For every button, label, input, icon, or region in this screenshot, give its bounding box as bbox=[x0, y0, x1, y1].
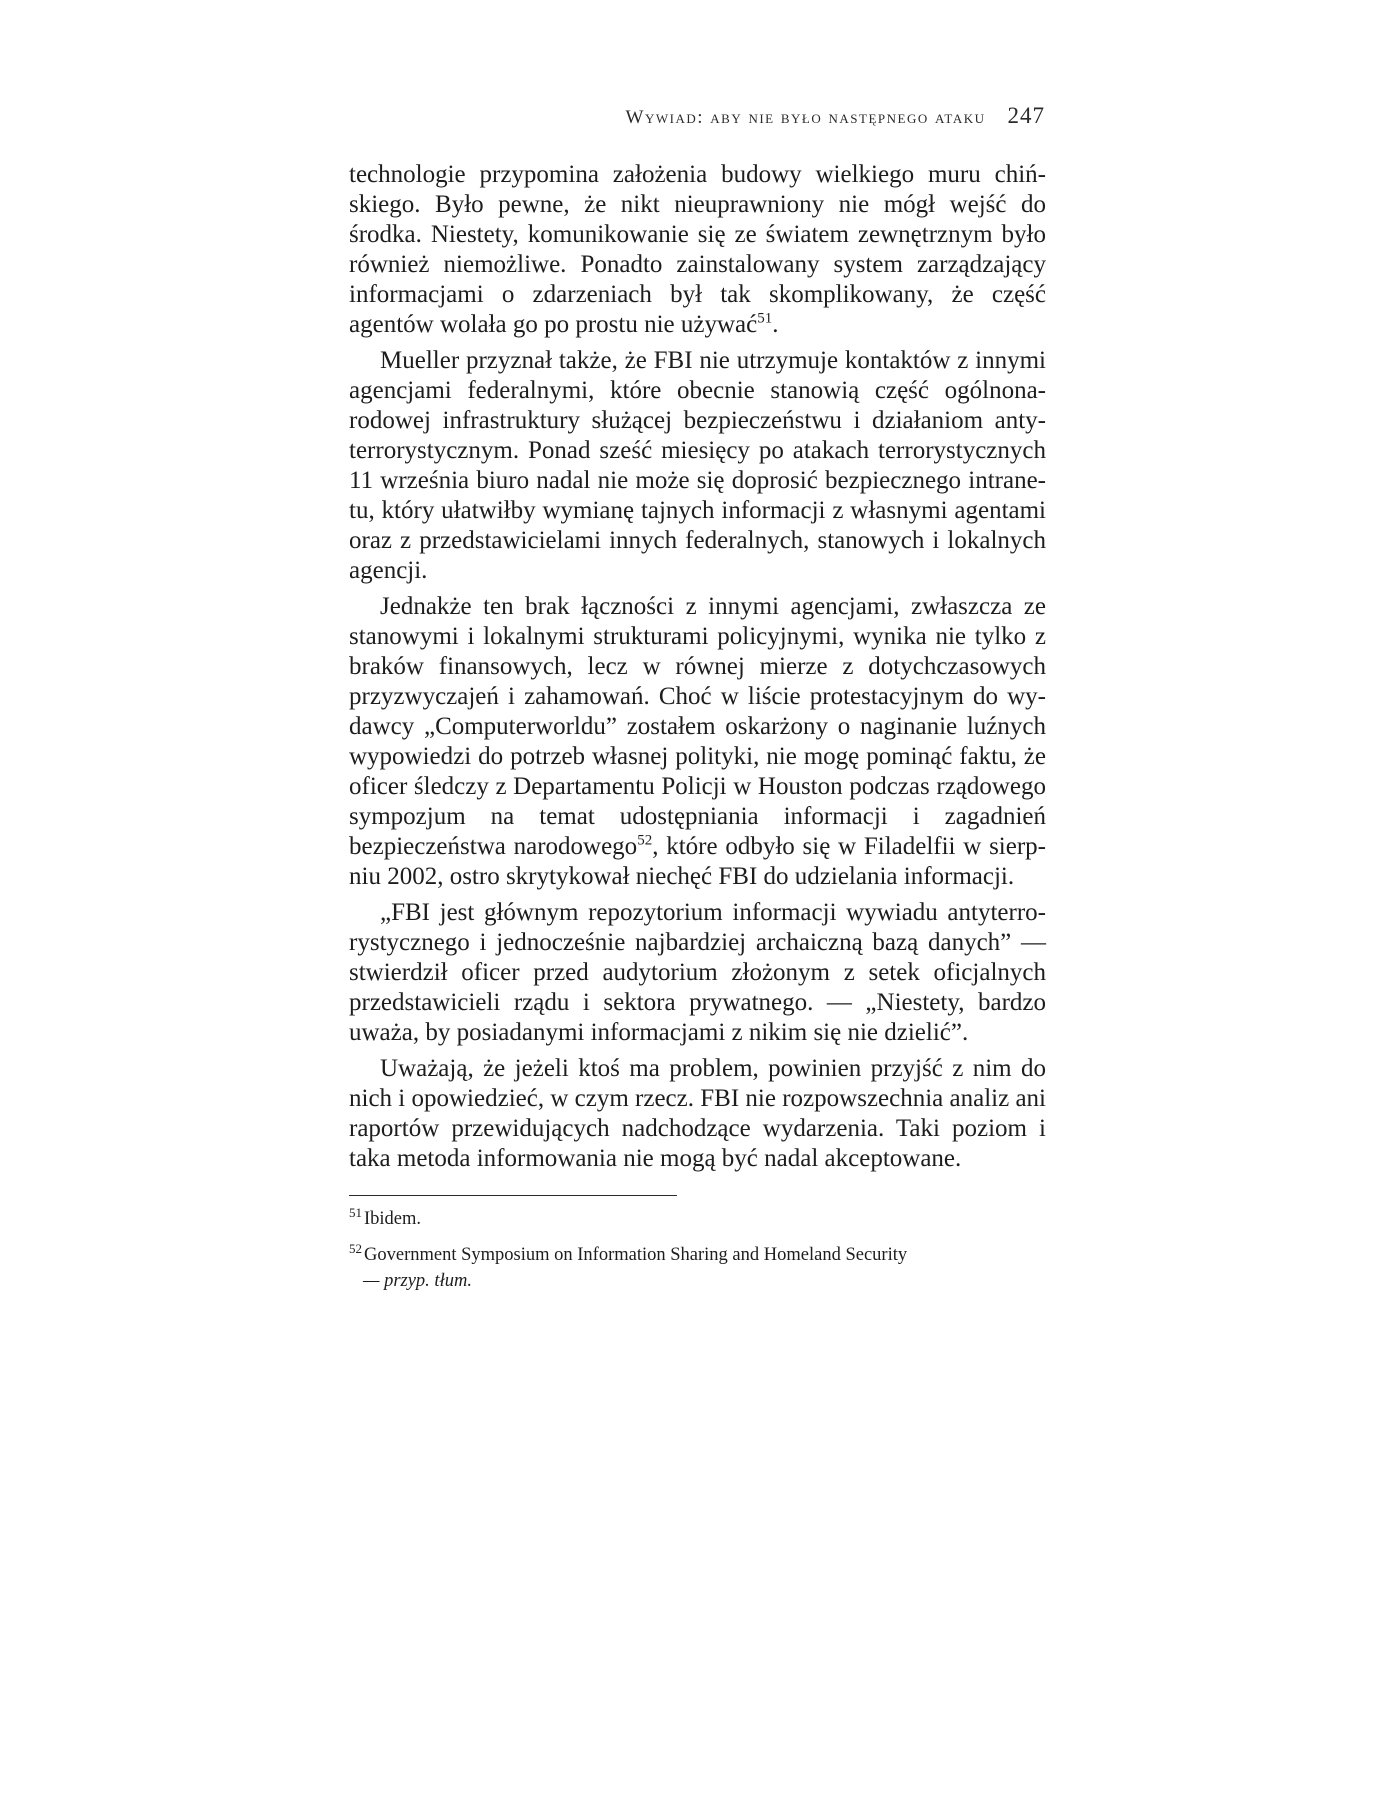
page-number: 247 bbox=[1007, 103, 1045, 128]
paragraph-3-tail: , które odbyło się w Filadelfii w sierpniu 2002, ostro skrytykował niechęć FBI do udzielania informacji. bbox=[349, 833, 1046, 890]
body-text bbox=[349, 160, 1046, 1180]
footnote-52 bbox=[349, 1242, 1046, 1294]
paragraph-4-text: „FBI jest głównym repozytorium informacji wywiadu antyterrorystycznego i jednocześnie najbardziej archaiczną bazą danych” — stwierdził oficer przed audytorium złożonym z setek oficjalnych przedstawicieli rządu i sektora prywatnego. — „Niestety, bardzo uważa, by posiadanymi informacjami z nikim się nie dzielić”. bbox=[349, 899, 1046, 1046]
footnote-mark: 52 bbox=[349, 1240, 362, 1256]
paragraph-1-tail: . bbox=[772, 311, 779, 338]
paragraph-1 bbox=[349, 160, 1046, 340]
running-header bbox=[350, 103, 1045, 129]
footnote-mark: 51 bbox=[349, 1204, 362, 1220]
footnotes bbox=[349, 1206, 1046, 1304]
footnote-51 bbox=[349, 1206, 1046, 1232]
paragraph-5-text: Uważają, że jeżeli ktoś ma problem, powinien przyjść z nim do nich i opowiedzieć, w czym rzecz. FBI nie rozpowszechnia analiz ani raportów przewidujących nadchodzące wydarzenia. Taki poziom i taka metoda informowania nie mogą być nadal akceptowane. bbox=[349, 1055, 1046, 1172]
paragraph-3 bbox=[349, 592, 1046, 892]
paragraph-2-text: Mueller przyznał także, że FBI nie utrzymuje kontaktów z innymi agencjami federalnymi, które obecnie stanowią część ogólnonarodowej infrastruktury służącej bezpieczeństwu i działaniom antyterrorystycznym. Ponad sześć miesięcy po atakach terrorystycznych 11 września biuro nadal nie może się doprosić bezpiecznego intranetu, który ułatwiłby wymianę tajnych informacji z własnymi agentami oraz z przedstawicielami innych federalnych, stanowych i lokalnych agencji. bbox=[349, 347, 1046, 584]
paragraph-5 bbox=[349, 1054, 1046, 1174]
footnote-translator-note: — przyp. tłum. bbox=[363, 1271, 472, 1291]
footnote-ref-51: 51 bbox=[757, 310, 773, 327]
footnote-text: Government Symposium on Information Sharing and Homeland Security bbox=[364, 1245, 908, 1265]
running-title: Wywiad: aby nie było następnego ataku bbox=[625, 107, 986, 128]
footnote-divider bbox=[349, 1195, 677, 1196]
paragraph-1-text: technologie przypomina założenia budowy wielkiego muru chińskiego. Było pewne, że nikt nieuprawniony nie mógł wejść do środka. Niestety, komunikowanie się ze światem zewnętrznym było również niemożliwe. Ponadto zainstalowany system zarządzający informacjami o zdarzeniach był tak skomplikowany, że część agentów wolała go po prostu nie używać bbox=[349, 161, 1046, 338]
paragraph-3-text: Jednakże ten brak łączności z innymi agencjami, zwłaszcza ze stanowymi i lokalnymi strukturami policyjnymi, wynika nie tylko z braków finansowych, lecz w równej mierze z dotychczasowych przyzwyczajeń i zahamowań. Choć w liście protestacyjnym do wydawcy „Computerworldu” zostałem oskarżony o naginanie luźnych wypowiedzi do potrzeb własnej polityki, nie mogę pominąć faktu, że oficer śledczy z Departamentu Policji w Houston podczas rządowego sympozjum na temat udostępniania informacji i zagadnień bezpieczeństwa narodowego bbox=[349, 593, 1046, 860]
paragraph-4 bbox=[349, 898, 1046, 1048]
footnote-ref-52: 52 bbox=[637, 832, 653, 849]
paragraph-2 bbox=[349, 346, 1046, 586]
footnote-text: Ibidem. bbox=[364, 1209, 422, 1229]
